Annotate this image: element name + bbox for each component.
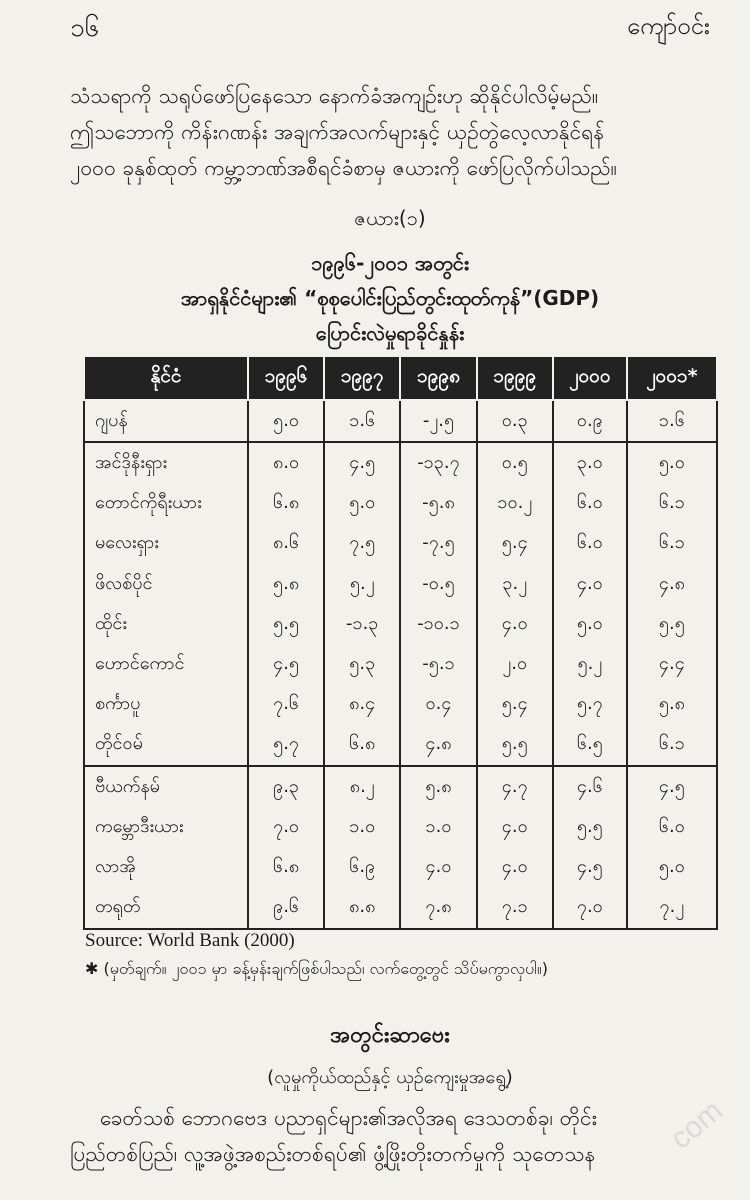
table-row [84,847,717,887]
gdp-value-cell: ၄.၀ [400,847,476,887]
source-citation: Source: World Bank (2000) [85,930,295,951]
gdp-value-cell: ၅.၈ [400,766,476,807]
table-header-row [84,356,717,400]
gdp-value-cell: ၄.၅ [627,766,717,807]
country-cell: ထိုင်း [84,604,248,644]
gdp-value-cell: ၉.၆ [248,888,324,929]
gdp-value-cell: ၁၀.၂ [477,484,553,524]
running-head: ကျော်ဝင်း [626,12,710,40]
gdp-value-cell: ၃.၂ [477,564,553,604]
page-header [70,10,710,50]
country-cell: မလေးရှား [84,524,248,564]
gdp-value-cell: ၄.၅ [324,442,400,483]
gdp-value-cell: ၆.၀ [553,484,627,524]
gdp-value-cell: ၀.၄ [400,685,476,725]
gdp-value-cell: ၄.၈ [627,564,717,604]
watermark: com [664,1093,730,1156]
gdp-value-cell: ၆.၈ [248,484,324,524]
table-row [84,685,717,725]
gdp-value-cell: -၀.၅ [400,564,476,604]
section-title: အတွင်းဆာဗေး [330,1023,450,1048]
gdp-value-cell: ၅.၀ [553,604,627,644]
gdp-value-cell: ၆.၈ [248,847,324,887]
intro-paragraph [70,78,710,186]
closing-line: ပြည်တစ်ပြည်၊ လူ့အဖွဲ့အစည်းတစ်ရပ်၏ ဖွံ့ဖြိုးတိုးတက်မှုကို သုတေသန [70,1142,596,1166]
gdp-value-cell: ၅.၅ [553,807,627,847]
gdp-value-cell: ၄.၇ [477,766,553,807]
table-title-line-3: ပြောင်းလဲမှုရာခိုင်နှုန်း [315,321,465,345]
table-row [84,524,717,564]
table-row [84,725,717,766]
gdp-value-cell: ၃.၀ [553,442,627,483]
gdp-value-cell: ၇.၀ [553,888,627,929]
gdp-value-cell: ၈.၆ [248,524,324,564]
gdp-value-cell: ၄.၀ [477,604,553,644]
table-row [84,400,717,442]
gdp-value-cell: ၆.၅ [553,725,627,766]
gdp-value-cell: ၉.၃ [248,766,324,807]
gdp-value-cell: ၅.၀ [627,442,717,483]
gdp-value-cell: ၅.၈ [248,564,324,604]
header-year: ၁၉၉၆ [248,356,324,400]
gdp-value-cell: ၇.၈ [400,888,476,929]
country-cell: စင်္ကာပူ [84,685,248,725]
gdp-value-cell: ၄.၅ [553,847,627,887]
gdp-value-cell: ၅.၄ [477,685,553,725]
gdp-value-cell: ၇.၁ [477,888,553,929]
table-label: ဇယား(၁) [354,206,426,230]
gdp-value-cell: -၇.၅ [400,524,476,564]
gdp-value-cell: ၁.၀ [400,807,476,847]
country-cell: လာအို [84,847,248,887]
country-cell: ဗီယက်နမ် [84,766,248,807]
gdp-value-cell: ၇.၅ [324,524,400,564]
table-row [84,807,717,847]
gdp-value-cell: ၆.၉ [324,847,400,887]
country-cell: တောင်ကိုရီးယား [84,484,248,524]
gdp-value-cell: ၇.၀ [248,807,324,847]
intro-line: သံသရာကို သရုပ်ဖော်ပြနေသော နောက်ခံအကျဉ်းဟု ဆိုနိုင်ပါလိမ့်မည်။ [70,84,599,108]
intro-line: ဤသဘောကို ကိန်းဂဏန်း အချက်အလက်များနှင့် ယှဉ်တွဲလေ့လာနိုင်ရန် [70,120,605,144]
gdp-value-cell: ၁.၆ [324,400,400,442]
gdp-value-cell: ၇.၂ [627,888,717,929]
gdp-value-cell: -၅.၈ [400,484,476,524]
gdp-value-cell: ၂.၀ [477,644,553,684]
gdp-value-cell: ၀.၉ [553,400,627,442]
gdp-value-cell: ၅.၂ [324,564,400,604]
header-year: ၁၉၉၉ [477,356,553,400]
gdp-value-cell: ၅.၇ [248,725,324,766]
gdp-value-cell: ၄.၄ [627,644,717,684]
gdp-value-cell: -၂.၅ [400,400,476,442]
gdp-value-cell: ၄.၀ [477,847,553,887]
table-row [84,766,717,807]
closing-paragraph [70,1100,710,1172]
country-cell: အင်ဒိုနီးရှား [84,442,248,483]
header-country: နိုင်ငံ [84,356,248,400]
gdp-value-cell: -၁.၃ [324,604,400,644]
header-year: ၂၀၀၀ [553,356,627,400]
gdp-value-cell: ၄.၀ [553,564,627,604]
gdp-value-cell: ၆.၀ [553,524,627,564]
country-cell: ဟောင်ကောင် [84,644,248,684]
gdp-table [83,355,718,930]
country-cell: ဂျပန် [84,400,248,442]
gdp-value-cell: ၅.၀ [248,400,324,442]
gdp-value-cell: ၆.၈ [324,725,400,766]
gdp-value-cell: ၅.၂ [553,644,627,684]
gdp-value-cell: ၅.၅ [477,725,553,766]
table-title-line-1: ၁၉၉၆-၂၀၀၁ အတွင်း [311,251,469,275]
gdp-value-cell: -၁၃.၇ [400,442,476,483]
country-cell: တိုင်ဝမ် [84,725,248,766]
country-cell: ဖိလစ်ပိုင် [84,564,248,604]
gdp-value-cell: ၅.၃ [324,644,400,684]
header-year: ၂၀၀၁* [627,356,717,400]
gdp-value-cell: ၅.၅ [248,604,324,644]
table-row [84,564,717,604]
gdp-value-cell: ၁.၀ [324,807,400,847]
gdp-value-cell: ၅.၅ [627,604,717,644]
gdp-value-cell: ၈.၀ [248,442,324,483]
gdp-value-cell: ၄.၆ [553,766,627,807]
gdp-value-cell: ၈.၂ [324,766,400,807]
gdp-value-cell: ၅.၄ [477,524,553,564]
section-subtitle: (လူမှုကိုယ်ထည်နှင့် ယှဉ်ကျေးမှုအရွေ့) [267,1067,513,1088]
gdp-value-cell: ၁.၆ [627,400,717,442]
gdp-value-cell: -၅.၁ [400,644,476,684]
gdp-value-cell: ၈.၈ [324,888,400,929]
gdp-value-cell: ၆.၀ [627,807,717,847]
page-number: ၁၆ [70,13,100,43]
table-title-line-2: အာရှနိုင်ငံများ၏ “စုစုပေါင်းပြည်တွင်းထုတ်ကုန်”(GDP) [180,286,600,310]
intro-line: ၂၀၀၀ ခုနှစ်ထုတ် ကမ္ဘာ့ဘဏ်အစီရင်ခံစာမှ ဇယားကို ဖော်ပြလိုက်ပါသည်။ [70,156,618,180]
gdp-value-cell: ၆.၁ [627,484,717,524]
header-year: ၁၉၉၇ [324,356,400,400]
gdp-value-cell: ၄.၀ [477,807,553,847]
gdp-value-cell: ၅.၇ [553,685,627,725]
closing-line: ခေတ်သစ် ဘောဂဗေဒ ပညာရှင်များ၏အလိုအရ ဒေသတစ်ခု၊ တိုင်း [100,1106,598,1130]
gdp-value-cell: ၆.၁ [627,725,717,766]
gdp-value-cell: ၀.၅ [477,442,553,483]
table-row [84,644,717,684]
header-year: ၁၉၉၈ [400,356,476,400]
gdp-value-cell: ၅.၀ [627,847,717,887]
table-row [84,888,717,929]
gdp-value-cell: ၄.၈ [400,725,476,766]
gdp-value-cell: ၅.၀ [324,484,400,524]
table-row [84,484,717,524]
table-row [84,604,717,644]
country-cell: ကမ္ဘောဒီးယား [84,807,248,847]
gdp-value-cell: ၀.၃ [477,400,553,442]
country-cell: တရုတ် [84,888,248,929]
footnote: ✱ (မှတ်ချက်။ ၂၀၀၁ မှာ ခန့်မှန်းချက်ဖြစ်ပါသည်၊ လက်တွေ့တွင် သိပ်မကွာလှပါ။) [85,959,548,978]
gdp-value-cell: ၆.၁ [627,524,717,564]
gdp-value-cell: -၁၀.၁ [400,604,476,644]
gdp-value-cell: ၇.၆ [248,685,324,725]
gdp-value-cell: ၈.၄ [324,685,400,725]
table-row [84,442,717,483]
gdp-value-cell: ၅.၈ [627,685,717,725]
gdp-value-cell: ၄.၅ [248,644,324,684]
